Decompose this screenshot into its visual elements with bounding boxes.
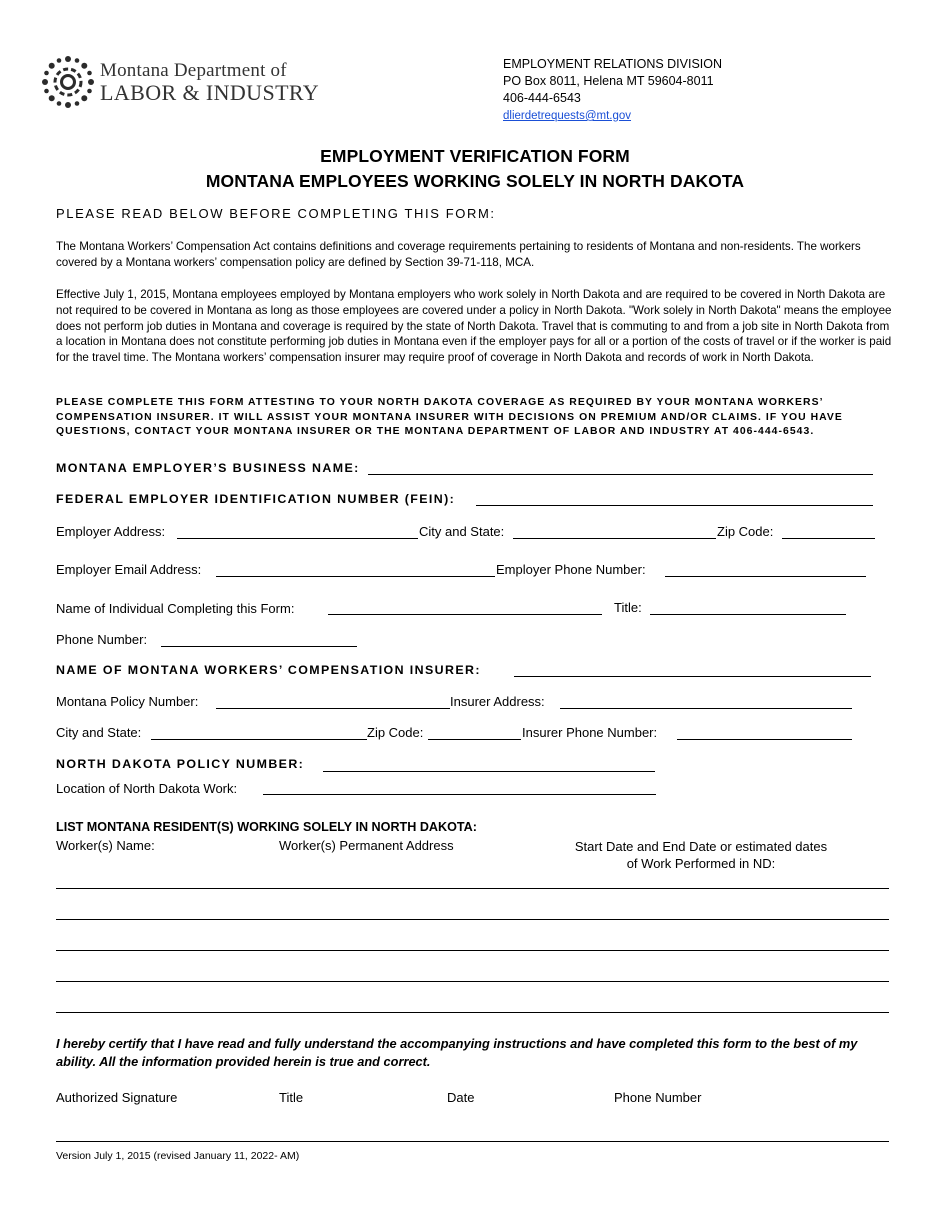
- title-label: Title:: [614, 600, 642, 615]
- insurer-name-label: NAME OF MONTANA WORKERS’ COMPENSATION INSURER:: [56, 663, 481, 677]
- insurer-zip-label: Zip Code:: [367, 725, 424, 740]
- cert-phone-label: Phone Number: [614, 1090, 702, 1105]
- nd-location-label: Location of North Dakota Work:: [56, 781, 238, 796]
- dli-logo: [41, 55, 331, 111]
- form-title: EMPLOYMENT VERIFICATION FORM: [320, 146, 630, 166]
- workers-heading: LIST MONTANA RESIDENT(S) WORKING SOLELY IN NORTH DAKOTA:: [56, 820, 477, 834]
- form-subtitle: MONTANA EMPLOYEES WORKING SOLELY IN NORTH DAKOTA: [205, 171, 745, 191]
- please-read-heading: PLEASE READ BELOW BEFORE COMPLETING THIS FORM:: [56, 206, 496, 221]
- phone-label: Phone Number:: [56, 632, 148, 647]
- employer-phone-field[interactable]: [665, 576, 866, 577]
- sunburst-logo-icon: [41, 55, 95, 109]
- contact-email-link[interactable]: dlierdetrequests@mt.gov: [503, 110, 632, 122]
- worker-row-line[interactable]: [56, 1012, 889, 1013]
- employer-email-field[interactable]: [216, 576, 495, 577]
- insurer-address-label: Insurer Address:: [450, 694, 545, 709]
- worker-row-line[interactable]: [56, 888, 889, 889]
- city-state-label: City and State:: [419, 524, 505, 539]
- intro-paragraph-2: Effective July 1, 2015, Montana employees employed by Montana employers who work solely in North Dakota and are required to be covered in North Dakota are not required to be covered in Montana as long as those employees are covered under a policy in North Dakota. "Work solely in North Dakota" means the employee does not perform job duties in Montana and coverage is required by the state of North Dakota. Travel that is commuting to and from a job site in North Dakota from a location in Montana does not constitute performing job duties in Montana even if the employer pays for all or a portion of the costs of travel or if the worker is paid for the travel time. The Montana workers’ compensation insurer may require proof of coverage in North Dakota and records of work in North Dakota.: [56, 288, 892, 365]
- contact-phone: 406-444-6543: [503, 91, 581, 105]
- cert-title-label: Title: [279, 1090, 304, 1105]
- individual-name-label: Name of Individual Completing this Form:: [56, 601, 295, 616]
- mt-policy-label: Montana Policy Number:: [56, 694, 199, 709]
- version-note: Version July 1, 2015 (revised January 11, 2022- AM): [56, 1150, 300, 1162]
- division-name: EMPLOYMENT RELATIONS DIVISION: [503, 57, 723, 71]
- individual-name-field[interactable]: [328, 614, 602, 615]
- fein-label: FEDERAL EMPLOYER IDENTIFICATION NUMBER (FEIN):: [56, 492, 456, 506]
- zip-label: Zip Code:: [717, 524, 774, 539]
- worker-row-line[interactable]: [56, 950, 889, 951]
- signature-line[interactable]: [56, 1141, 889, 1142]
- cert-date-label: Date: [447, 1090, 475, 1105]
- employer-phone-label: Employer Phone Number:: [496, 562, 646, 577]
- insurer-address-field[interactable]: [560, 708, 852, 709]
- intro-paragraph-1: The Montana Workers’ Compensation Act contains definitions and coverage requirements pertaining to residents of Montana and non-residents. The workers covered by a Montana workers’ compensation policy are defined by Section 39-71-118, MCA.: [56, 240, 861, 269]
- employer-email-label: Employer Email Address:: [56, 562, 202, 577]
- logo-line1: Montana Department of: [100, 60, 287, 81]
- employer-address-label: Employer Address:: [56, 524, 166, 539]
- col-work-dates: [552, 838, 850, 872]
- zip-field[interactable]: [782, 538, 875, 539]
- employer-address-field[interactable]: [177, 538, 418, 539]
- col-worker-name: Worker(s) Name:: [56, 838, 155, 853]
- phone-field[interactable]: [161, 646, 357, 647]
- mt-policy-field[interactable]: [216, 708, 450, 709]
- logo-line2: LABOR & INDUSTRY: [100, 80, 320, 105]
- worker-row-line[interactable]: [56, 981, 889, 982]
- insurer-name-field[interactable]: [514, 676, 871, 677]
- city-state-field[interactable]: [513, 538, 716, 539]
- title-field[interactable]: [650, 614, 846, 615]
- insurer-zip-field[interactable]: [428, 739, 521, 740]
- insurer-phone-field[interactable]: [677, 739, 852, 740]
- business-name-label: MONTANA EMPLOYER’S BUSINESS NAME:: [56, 461, 360, 475]
- signature-label: Authorized Signature: [56, 1090, 178, 1105]
- nd-location-field[interactable]: [263, 794, 656, 795]
- po-box: PO Box 8011, Helena MT 59604-8011: [503, 74, 714, 88]
- contact-block: [503, 56, 722, 125]
- insurer-city-state-label: City and State:: [56, 725, 142, 740]
- col-work-dates-line1: Start Date and End Date or estimated dates: [574, 839, 828, 854]
- worker-row-line[interactable]: [56, 919, 889, 920]
- business-name-field[interactable]: [368, 474, 873, 475]
- col-worker-address: Worker(s) Permanent Address: [279, 838, 454, 853]
- nd-policy-label: NORTH DAKOTA POLICY NUMBER:: [56, 757, 305, 771]
- fein-field[interactable]: [476, 505, 873, 506]
- nd-policy-field[interactable]: [323, 771, 655, 772]
- certification-statement: I hereby certify that I have read and fully understand the accompanying instructions and have completed this form to the best of my ability. All the information provided herein is true and correct.: [56, 1036, 858, 1069]
- insurer-city-state-field[interactable]: [151, 739, 367, 740]
- instructions-paragraph: PLEASE COMPLETE THIS FORM ATTESTING TO YOUR NORTH DAKOTA COVERAGE AS REQUIRED BY YOUR MONTANA WORKERS’ COMPENSATION INSURER. IT WILL ASSIST YOUR MONTANA INSURER WITH DECISIONS ON PREMIUM AND/OR CLAIMS. IF YOU HAVE QUESTIONS, CONTACT YOUR MONTANA INSURER OR THE MONTANA DEPARTMENT OF LABOR AND INDUSTRY AT 406-444-6543.: [56, 397, 843, 437]
- col-work-dates-line2: of Work Performed in ND:: [626, 856, 776, 871]
- insurer-phone-label: Insurer Phone Number:: [522, 725, 658, 740]
